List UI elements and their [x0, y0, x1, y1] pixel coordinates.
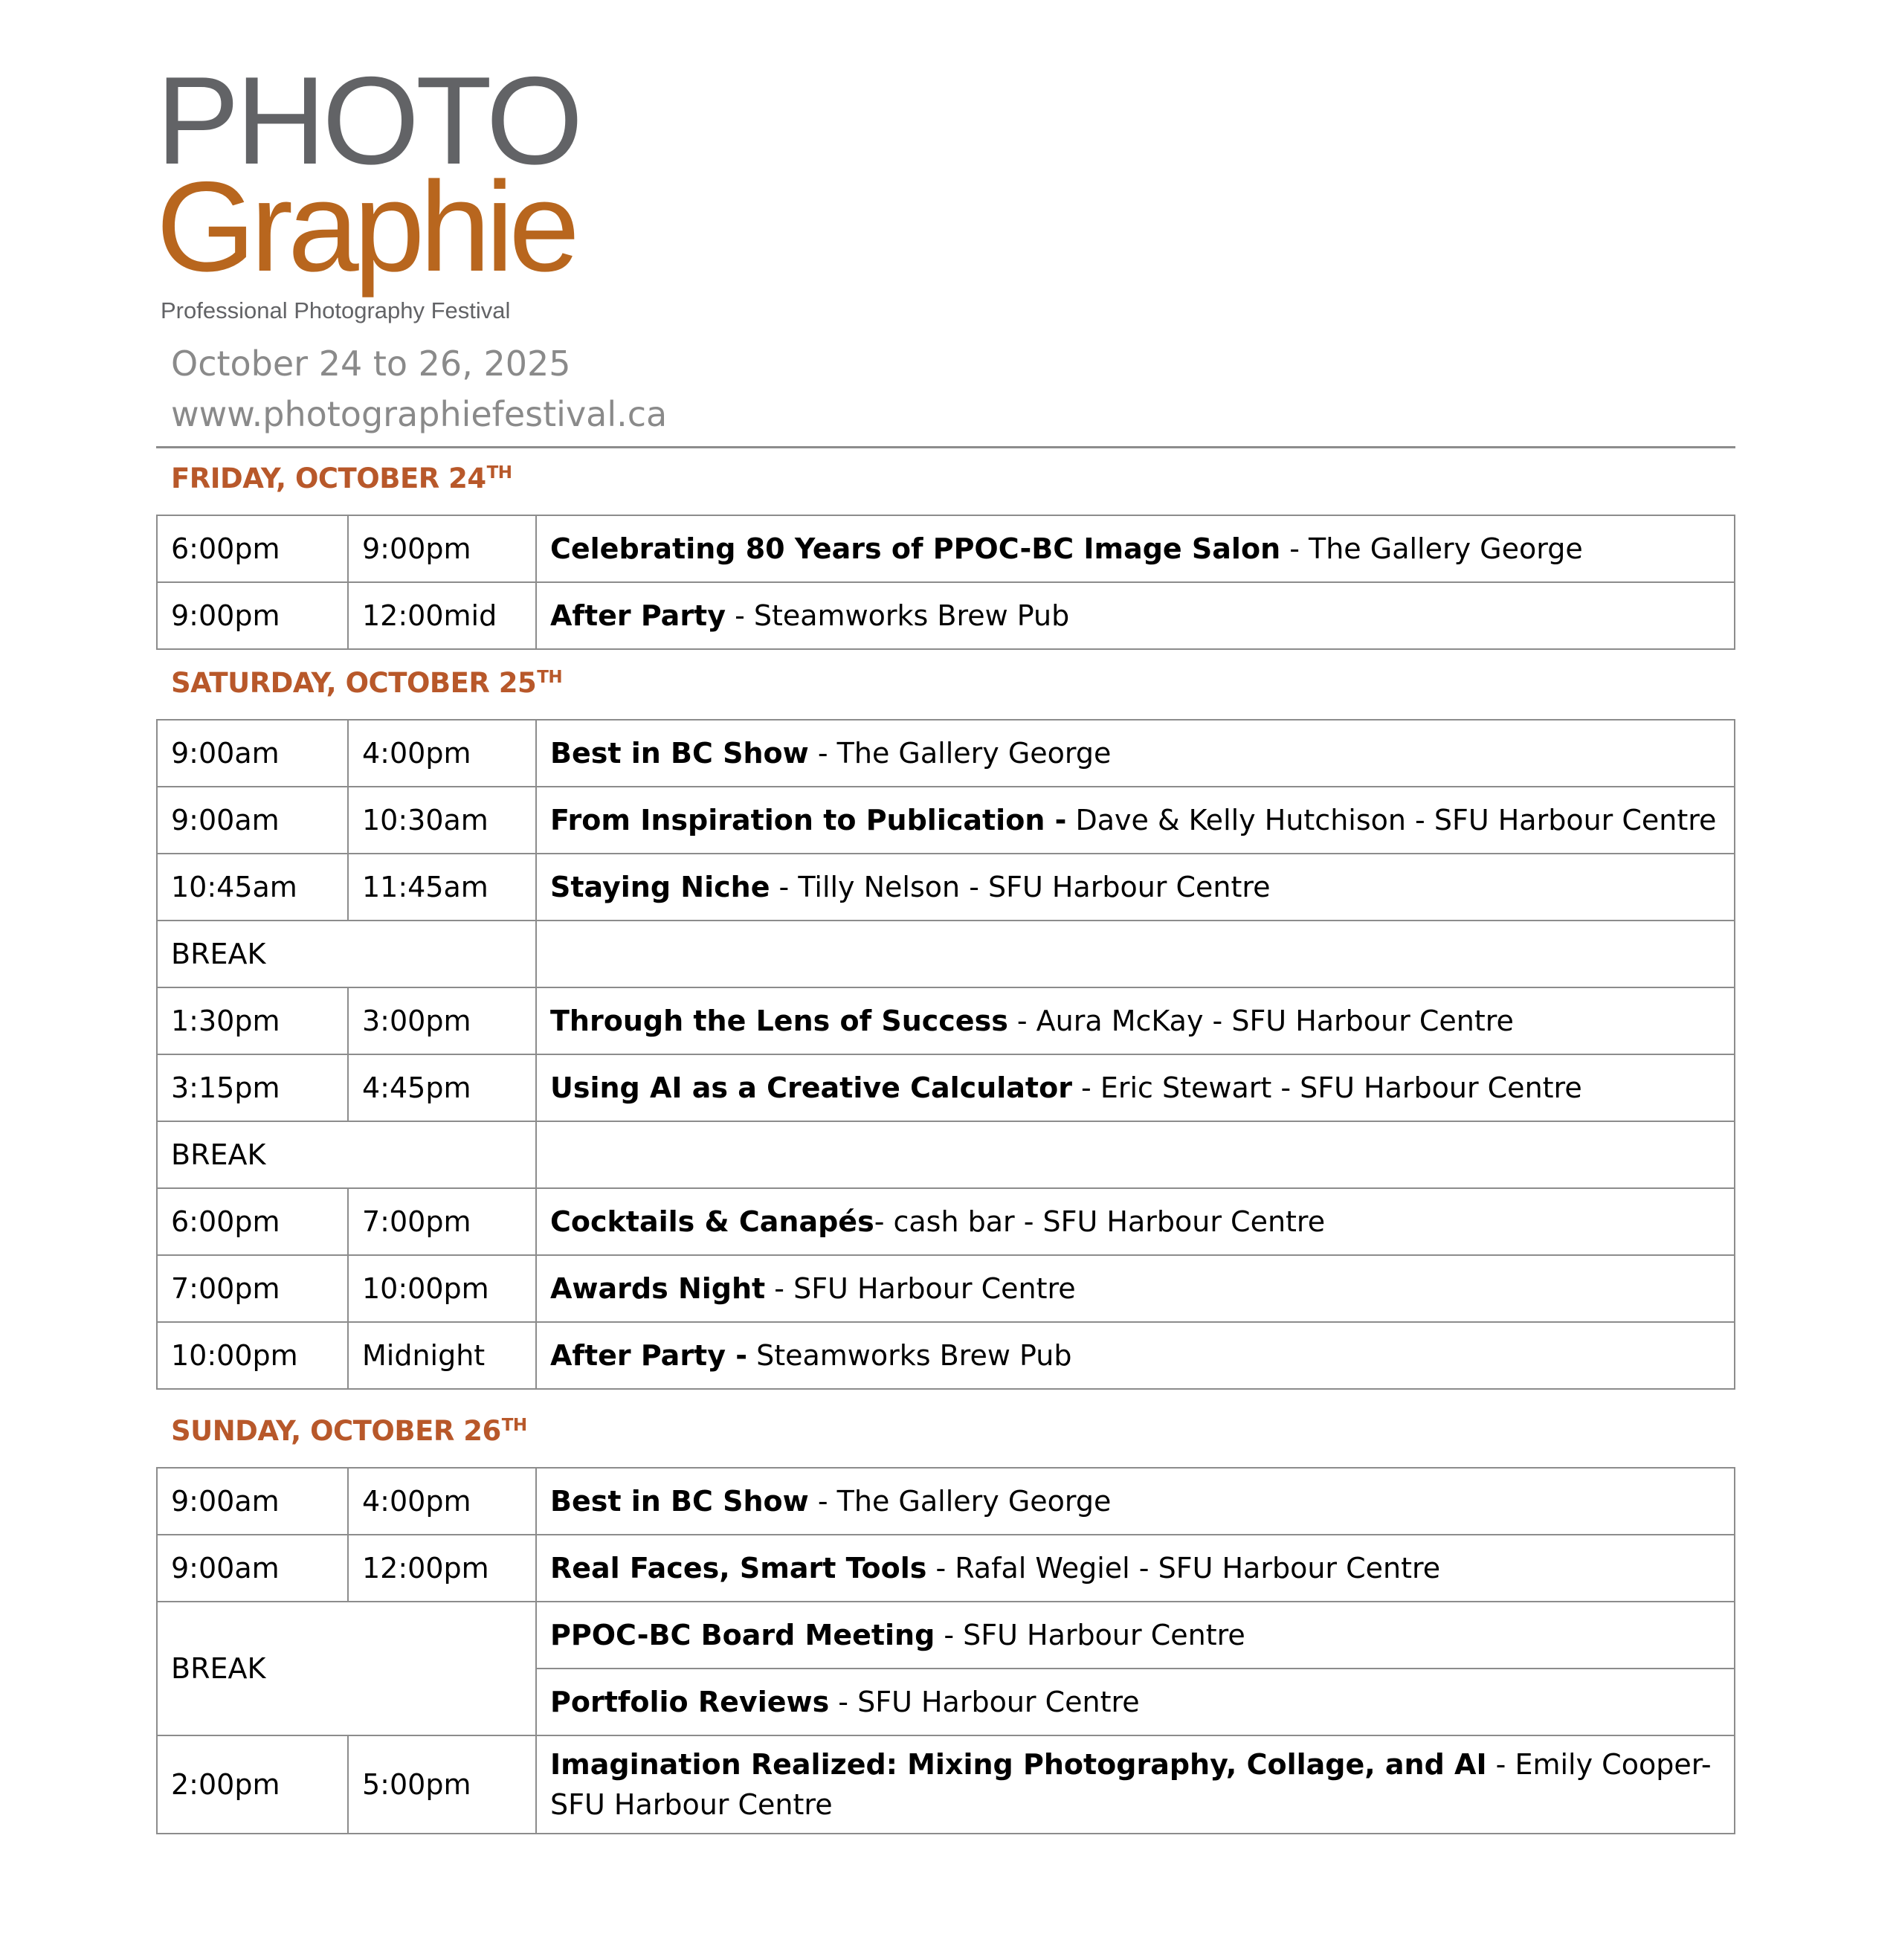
- logo-word-photo: PHOTO: [156, 51, 580, 190]
- schedule-table-friday: [156, 515, 1735, 650]
- end-time: 4:45pm: [348, 1054, 536, 1121]
- end-time: 10:30am: [348, 787, 536, 854]
- event-detail: - Rafal Wegiel - SFU Harbour Centre: [926, 1552, 1441, 1585]
- day-heading-friday: FRIDAY, OCTOBER 24TH: [171, 462, 512, 494]
- end-time: Midnight: [348, 1322, 536, 1389]
- header-divider: [156, 446, 1735, 448]
- start-time: 9:00pm: [157, 582, 348, 649]
- event-title: Using AI as a Creative Calculator: [550, 1071, 1072, 1104]
- end-time: 12:00mid: [348, 582, 536, 649]
- table-row: [157, 515, 1735, 582]
- event-title: Imagination Realized: Mixing Photography, Collage, and AI: [550, 1748, 1487, 1781]
- table-row: [157, 720, 1735, 787]
- end-time: 5:00pm: [348, 1735, 536, 1834]
- schedule-table-saturday: [156, 719, 1735, 1390]
- end-time: 4:00pm: [348, 720, 536, 787]
- event-detail: - SFU Harbour Centre: [765, 1272, 1076, 1305]
- event-title: Cocktails & Canapés: [550, 1205, 874, 1238]
- break-label: BREAK: [157, 1121, 536, 1188]
- break-row: [157, 1602, 1735, 1669]
- event-title: Best in BC Show: [550, 737, 809, 770]
- festival-logo: [156, 51, 580, 324]
- start-time: 10:00pm: [157, 1322, 348, 1389]
- festival-info: [171, 338, 667, 439]
- event-cell: [536, 1255, 1735, 1322]
- event-cell: [536, 1535, 1735, 1602]
- start-time: 10:45am: [157, 854, 348, 921]
- schedule-table-sunday: [156, 1467, 1735, 1834]
- table-row: [157, 987, 1735, 1054]
- empty-cell: [536, 921, 1735, 987]
- event-title: Staying Niche: [550, 871, 770, 903]
- event-cell: [536, 1188, 1735, 1255]
- event-cell: [536, 854, 1735, 921]
- logo-word-graphie: Graphie: [156, 155, 575, 298]
- break-label: BREAK: [157, 1602, 536, 1735]
- table-row: [157, 1255, 1735, 1322]
- break-row: [157, 1121, 1735, 1188]
- event-detail: Steamworks Brew Pub: [747, 1339, 1072, 1372]
- event-title: Portfolio Reviews: [550, 1686, 830, 1718]
- event-title: Celebrating 80 Years of PPOC-BC Image Salon: [550, 532, 1281, 565]
- event-detail: - The Gallery George: [808, 737, 1112, 770]
- start-time: 9:00am: [157, 787, 348, 854]
- event-title: After Party -: [550, 1339, 747, 1372]
- event-detail: - Steamworks Brew Pub: [726, 599, 1070, 632]
- logo-tagline: Professional Photography Festival: [161, 297, 511, 323]
- break-row: [157, 921, 1735, 987]
- event-title: After Party: [550, 599, 726, 632]
- table-row: [157, 1468, 1735, 1535]
- event-title: Best in BC Show: [550, 1485, 809, 1518]
- table-row: [157, 1322, 1735, 1389]
- festival-website-link[interactable]: www.photographiefestival.ca: [171, 394, 668, 434]
- event-title: Real Faces, Smart Tools: [550, 1552, 927, 1585]
- start-time: 1:30pm: [157, 987, 348, 1054]
- end-time: 4:00pm: [348, 1468, 536, 1535]
- table-row: [157, 854, 1735, 921]
- start-time: 9:00am: [157, 720, 348, 787]
- event-cell: [536, 1735, 1735, 1834]
- day-heading-saturday: SATURDAY, OCTOBER 25TH: [171, 667, 563, 699]
- start-time: 7:00pm: [157, 1255, 348, 1322]
- event-detail: - Emily Cooper- SFU Harbour Centre: [550, 1748, 1712, 1821]
- event-cell: [536, 1602, 1735, 1669]
- event-detail: - cash bar - SFU Harbour Centre: [874, 1205, 1326, 1238]
- end-time: 11:45am: [348, 854, 536, 921]
- event-detail: - The Gallery George: [1280, 532, 1583, 565]
- end-time: 9:00pm: [348, 515, 536, 582]
- end-time: 3:00pm: [348, 987, 536, 1054]
- end-time: 10:00pm: [348, 1255, 536, 1322]
- event-title: Awards Night: [550, 1272, 766, 1305]
- event-detail: - Eric Stewart - SFU Harbour Centre: [1071, 1071, 1582, 1104]
- event-detail: - SFU Harbour Centre: [935, 1619, 1245, 1651]
- day-heading-sunday: SUNDAY, OCTOBER 26TH: [171, 1415, 527, 1447]
- table-row: [157, 787, 1735, 854]
- event-detail: - Aura McKay - SFU Harbour Centre: [1007, 1005, 1514, 1037]
- start-time: 2:00pm: [157, 1735, 348, 1834]
- start-time: 9:00am: [157, 1535, 348, 1602]
- end-time: 12:00pm: [348, 1535, 536, 1602]
- event-cell: [536, 1322, 1735, 1389]
- start-time: 6:00pm: [157, 515, 348, 582]
- end-time: 7:00pm: [348, 1188, 536, 1255]
- event-cell: [536, 582, 1735, 649]
- event-detail: - The Gallery George: [808, 1485, 1112, 1518]
- event-title: Through the Lens of Success: [550, 1005, 1008, 1037]
- start-time: 6:00pm: [157, 1188, 348, 1255]
- table-row: [157, 1735, 1735, 1834]
- break-label: BREAK: [157, 921, 536, 987]
- event-cell: [536, 1054, 1735, 1121]
- empty-cell: [536, 1121, 1735, 1188]
- table-row: [157, 582, 1735, 649]
- event-cell: [536, 1468, 1735, 1535]
- event-cell: [536, 1669, 1735, 1735]
- table-row: [157, 1188, 1735, 1255]
- table-row: [157, 1054, 1735, 1121]
- event-cell: [536, 987, 1735, 1054]
- event-cell: [536, 720, 1735, 787]
- event-cell: [536, 515, 1735, 582]
- event-cell: [536, 787, 1735, 854]
- start-time: 3:15pm: [157, 1054, 348, 1121]
- table-row: [157, 1535, 1735, 1602]
- event-detail: - SFU Harbour Centre: [829, 1686, 1140, 1718]
- event-title: PPOC-BC Board Meeting: [550, 1619, 935, 1651]
- event-detail: Dave & Kelly Hutchison - SFU Harbour Centre: [1066, 804, 1717, 836]
- event-detail: - Tilly Nelson - SFU Harbour Centre: [770, 871, 1271, 903]
- event-title: From Inspiration to Publication -: [550, 804, 1067, 836]
- festival-dates: October 24 to 26, 2025: [171, 344, 571, 384]
- start-time: 9:00am: [157, 1468, 348, 1535]
